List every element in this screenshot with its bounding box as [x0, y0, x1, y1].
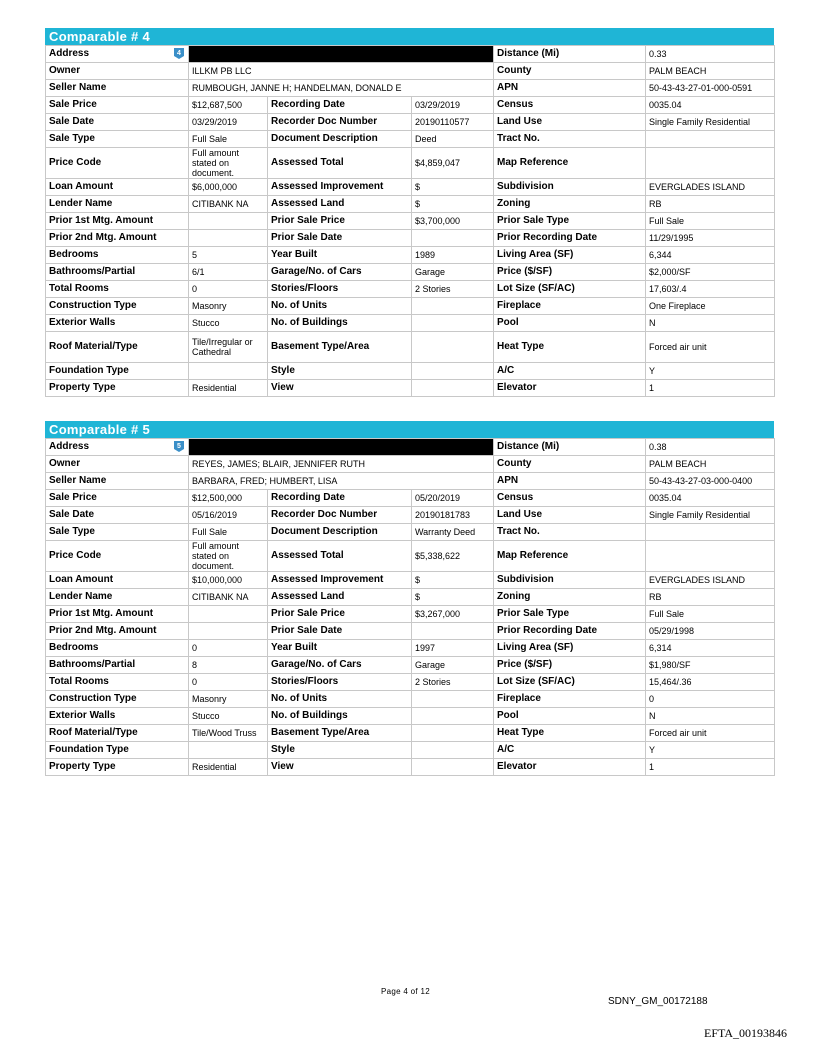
recording-date-value: 05/20/2019: [412, 490, 494, 507]
assessed-total-label: Assessed Total: [268, 148, 412, 179]
buildings-value: [412, 315, 494, 332]
stories-value: 2 Stories: [412, 281, 494, 298]
price-code-value: Full amount stated on document.: [189, 541, 268, 572]
land-use-label: Land Use: [494, 114, 646, 131]
sale-price-label: Sale Price: [46, 490, 189, 507]
assessed-impr-value: $: [412, 179, 494, 196]
baths-label: Bathrooms/Partial: [46, 264, 189, 281]
price-sf-value: $2,000/SF: [646, 264, 775, 281]
sale-type-label: Sale Type: [46, 131, 189, 148]
owner-label: Owner: [46, 456, 189, 473]
living-area-value: 6,344: [646, 247, 775, 264]
zoning-label: Zoning: [494, 589, 646, 606]
ac-value: Y: [646, 742, 775, 759]
garage-label: Garage/No. of Cars: [268, 657, 412, 674]
prior2-value: [189, 230, 268, 247]
map-ref-label: Map Reference: [494, 541, 646, 572]
svg-text:5: 5: [177, 443, 181, 450]
pool-value: N: [646, 708, 775, 725]
heat-label: Heat Type: [494, 725, 646, 742]
price-sf-label: Price ($/SF): [494, 264, 646, 281]
land-use-value: Single Family Residential: [646, 507, 775, 524]
loan-label: Loan Amount: [46, 572, 189, 589]
units-value: [412, 691, 494, 708]
year-built-value: 1997: [412, 640, 494, 657]
baths-value: 8: [189, 657, 268, 674]
zoning-value: RB: [646, 196, 775, 213]
garage-label: Garage/No. of Cars: [268, 264, 412, 281]
tract-label: Tract No.: [494, 524, 646, 541]
stories-value: 2 Stories: [412, 674, 494, 691]
units-label: No. of Units: [268, 298, 412, 315]
view-label: View: [268, 759, 412, 776]
sale-date-value: 03/29/2019: [189, 114, 268, 131]
units-value: [412, 298, 494, 315]
lot-label: Lot Size (SF/AC): [494, 674, 646, 691]
prop-type-value: Residential: [189, 759, 268, 776]
tract-value: [646, 524, 775, 541]
prior-sale-price-value: $3,700,000: [412, 213, 494, 230]
baths-value: 6/1: [189, 264, 268, 281]
sale-type-value: Full Sale: [189, 524, 268, 541]
doc-desc-label: Document Description: [268, 131, 412, 148]
stories-label: Stories/Floors: [268, 281, 412, 298]
county-label: County: [494, 456, 646, 473]
prior-sale-price-label: Prior Sale Price: [268, 606, 412, 623]
view-value: [412, 380, 494, 397]
fireplace-label: Fireplace: [494, 691, 646, 708]
sale-date-label: Sale Date: [46, 114, 189, 131]
heat-value: Forced air unit: [646, 725, 775, 742]
lot-value: 17,603/.4: [646, 281, 775, 298]
prior-sale-type-value: Full Sale: [646, 213, 775, 230]
zoning-value: RB: [646, 589, 775, 606]
ac-value: Y: [646, 363, 775, 380]
seller-value: BARBARA, FRED; HUMBERT, LISA: [189, 473, 494, 490]
rooms-value: 0: [189, 674, 268, 691]
subdivision-value: EVERGLADES ISLAND: [646, 572, 775, 589]
style-value: [412, 363, 494, 380]
ac-label: A/C: [494, 742, 646, 759]
distance-value: 0.33: [646, 46, 775, 63]
address-label: Address 5: [46, 439, 189, 456]
assessed-total-value: $5,338,622: [412, 541, 494, 572]
rooms-value: 0: [189, 281, 268, 298]
owner-value: ILLKM PB LLC: [189, 63, 494, 80]
loan-value: $6,000,000: [189, 179, 268, 196]
efta-number: EFTA_00193846: [704, 1026, 788, 1040]
assessed-land-value: $: [412, 589, 494, 606]
elevator-label: Elevator: [494, 759, 646, 776]
assessed-land-label: Assessed Land: [268, 589, 412, 606]
comparable-5-section: [45, 421, 774, 776]
living-area-label: Living Area (SF): [494, 247, 646, 264]
map-ref-value: [646, 148, 775, 179]
bates-number: SDNY_GM_00172188: [608, 996, 708, 1007]
apn-value: 50-43-43-27-01-000-0591: [646, 80, 775, 97]
comparable-table: [45, 45, 775, 397]
lender-value: CITIBANK NA: [189, 196, 268, 213]
assessed-land-value: $: [412, 196, 494, 213]
map-ref-value: [646, 541, 775, 572]
construction-label: Construction Type: [46, 691, 189, 708]
roof-label: Roof Material/Type: [46, 332, 189, 363]
prior-rec-date-label: Prior Recording Date: [494, 230, 646, 247]
comparable-4-section: [45, 28, 774, 397]
style-label: Style: [268, 363, 412, 380]
pool-label: Pool: [494, 708, 646, 725]
elevator-label: Elevator: [494, 380, 646, 397]
prior2-label: Prior 2nd Mtg. Amount: [46, 623, 189, 640]
garage-value: Garage: [412, 264, 494, 281]
lender-label: Lender Name: [46, 196, 189, 213]
recording-date-label: Recording Date: [268, 97, 412, 114]
price-code-label: Price Code: [46, 148, 189, 179]
pool-value: N: [646, 315, 775, 332]
comparable-title: Comparable # 5: [45, 421, 774, 438]
ext-walls-value: Stucco: [189, 708, 268, 725]
heat-label: Heat Type: [494, 332, 646, 363]
living-area-value: 6,314: [646, 640, 775, 657]
price-sf-label: Price ($/SF): [494, 657, 646, 674]
recorder-doc-label: Recorder Doc Number: [268, 114, 412, 131]
lender-value: CITIBANK NA: [189, 589, 268, 606]
sale-price-value: $12,687,500: [189, 97, 268, 114]
svg-text:4: 4: [177, 50, 181, 57]
units-label: No. of Units: [268, 691, 412, 708]
comparable-title: Comparable # 4: [45, 28, 774, 45]
prior1-label: Prior 1st Mtg. Amount: [46, 606, 189, 623]
ext-walls-label: Exterior Walls: [46, 708, 189, 725]
land-use-label: Land Use: [494, 507, 646, 524]
prior-sale-type-label: Prior Sale Type: [494, 606, 646, 623]
year-built-value: 1989: [412, 247, 494, 264]
subdivision-label: Subdivision: [494, 179, 646, 196]
prop-type-label: Property Type: [46, 759, 189, 776]
assessed-impr-label: Assessed Improvement: [268, 179, 412, 196]
assessed-impr-value: $: [412, 572, 494, 589]
county-value: PALM BEACH: [646, 456, 775, 473]
foundation-label: Foundation Type: [46, 363, 189, 380]
elevator-value: 1: [646, 759, 775, 776]
sale-date-value: 05/16/2019: [189, 507, 268, 524]
prop-type-label: Property Type: [46, 380, 189, 397]
apn-label: APN: [494, 473, 646, 490]
foundation-label: Foundation Type: [46, 742, 189, 759]
recorder-doc-value: 20190181783: [412, 507, 494, 524]
distance-value: 0.38: [646, 439, 775, 456]
recorder-doc-value: 20190110577: [412, 114, 494, 131]
subdivision-value: EVERGLADES ISLAND: [646, 179, 775, 196]
recording-date-label: Recording Date: [268, 490, 412, 507]
distance-label: Distance (Mi): [494, 46, 646, 63]
doc-desc-value: Deed: [412, 131, 494, 148]
county-value: PALM BEACH: [646, 63, 775, 80]
baths-label: Bathrooms/Partial: [46, 657, 189, 674]
basement-value: [412, 725, 494, 742]
style-value: [412, 742, 494, 759]
rooms-label: Total Rooms: [46, 281, 189, 298]
basement-value: [412, 332, 494, 363]
view-label: View: [268, 380, 412, 397]
seller-value: RUMBOUGH, JANNE H; HANDELMAN, DONALD E: [189, 80, 494, 97]
prior1-value: [189, 606, 268, 623]
seller-label: Seller Name: [46, 80, 189, 97]
rooms-label: Total Rooms: [46, 674, 189, 691]
prior-rec-date-value: 05/29/1998: [646, 623, 775, 640]
census-label: Census: [494, 97, 646, 114]
fireplace-value: One Fireplace: [646, 298, 775, 315]
tract-label: Tract No.: [494, 131, 646, 148]
year-built-label: Year Built: [268, 640, 412, 657]
census-label: Census: [494, 490, 646, 507]
lot-label: Lot Size (SF/AC): [494, 281, 646, 298]
tract-value: [646, 131, 775, 148]
prior-rec-date-value: 11/29/1995: [646, 230, 775, 247]
prior-sale-date-value: [412, 230, 494, 247]
lot-value: 15,464/.36: [646, 674, 775, 691]
construction-label: Construction Type: [46, 298, 189, 315]
price-sf-value: $1,980/SF: [646, 657, 775, 674]
recording-date-value: 03/29/2019: [412, 97, 494, 114]
assessed-total-value: $4,859,047: [412, 148, 494, 179]
census-value: 0035.04: [646, 97, 775, 114]
fireplace-label: Fireplace: [494, 298, 646, 315]
address-label: Address 4: [46, 46, 189, 63]
pool-label: Pool: [494, 315, 646, 332]
price-code-value: Full amount stated on document.: [189, 148, 268, 179]
prior-sale-date-label: Prior Sale Date: [268, 230, 412, 247]
comparable-table: [45, 438, 775, 776]
heat-value: Forced air unit: [646, 332, 775, 363]
address-redacted: [189, 439, 494, 456]
owner-value: REYES, JAMES; BLAIR, JENNIFER RUTH: [189, 456, 494, 473]
assessed-land-label: Assessed Land: [268, 196, 412, 213]
distance-label: Distance (Mi): [494, 439, 646, 456]
prop-type-value: Residential: [189, 380, 268, 397]
year-built-label: Year Built: [268, 247, 412, 264]
basement-label: Basement Type/Area: [268, 725, 412, 742]
prior1-value: [189, 213, 268, 230]
elevator-value: 1: [646, 380, 775, 397]
doc-desc-label: Document Description: [268, 524, 412, 541]
ac-label: A/C: [494, 363, 646, 380]
basement-label: Basement Type/Area: [268, 332, 412, 363]
sale-price-value: $12,500,000: [189, 490, 268, 507]
fireplace-value: 0: [646, 691, 775, 708]
prior-sale-date-label: Prior Sale Date: [268, 623, 412, 640]
bedrooms-value: 0: [189, 640, 268, 657]
foundation-value: [189, 742, 268, 759]
map-marker-icon: [174, 48, 184, 59]
prior-sale-type-value: Full Sale: [646, 606, 775, 623]
construction-value: Masonry: [189, 298, 268, 315]
assessed-impr-label: Assessed Improvement: [268, 572, 412, 589]
county-label: County: [494, 63, 646, 80]
price-code-label: Price Code: [46, 541, 189, 572]
zoning-label: Zoning: [494, 196, 646, 213]
subdivision-label: Subdivision: [494, 572, 646, 589]
living-area-label: Living Area (SF): [494, 640, 646, 657]
lender-label: Lender Name: [46, 589, 189, 606]
seller-label: Seller Name: [46, 473, 189, 490]
buildings-label: No. of Buildings: [268, 315, 412, 332]
census-value: 0035.04: [646, 490, 775, 507]
roof-value: Tile/Irregular or Cathedral: [189, 332, 268, 363]
sale-price-label: Sale Price: [46, 97, 189, 114]
sale-type-value: Full Sale: [189, 131, 268, 148]
buildings-value: [412, 708, 494, 725]
prior-rec-date-label: Prior Recording Date: [494, 623, 646, 640]
prior-sale-type-label: Prior Sale Type: [494, 213, 646, 230]
land-use-value: Single Family Residential: [646, 114, 775, 131]
sale-type-label: Sale Type: [46, 524, 189, 541]
garage-value: Garage: [412, 657, 494, 674]
map-marker-icon: [174, 441, 184, 452]
page-number: Page 4 of 12: [381, 987, 430, 996]
loan-value: $10,000,000: [189, 572, 268, 589]
prior-sale-price-label: Prior Sale Price: [268, 213, 412, 230]
stories-label: Stories/Floors: [268, 674, 412, 691]
prior-sale-date-value: [412, 623, 494, 640]
buildings-label: No. of Buildings: [268, 708, 412, 725]
doc-desc-value: Warranty Deed: [412, 524, 494, 541]
roof-value: Tile/Wood Truss: [189, 725, 268, 742]
roof-label: Roof Material/Type: [46, 725, 189, 742]
bedrooms-label: Bedrooms: [46, 247, 189, 264]
apn-value: 50-43-43-27-03-000-0400: [646, 473, 775, 490]
view-value: [412, 759, 494, 776]
bedrooms-value: 5: [189, 247, 268, 264]
owner-label: Owner: [46, 63, 189, 80]
sale-date-label: Sale Date: [46, 507, 189, 524]
loan-label: Loan Amount: [46, 179, 189, 196]
map-ref-label: Map Reference: [494, 148, 646, 179]
ext-walls-label: Exterior Walls: [46, 315, 189, 332]
bedrooms-label: Bedrooms: [46, 640, 189, 657]
recorder-doc-label: Recorder Doc Number: [268, 507, 412, 524]
ext-walls-value: Stucco: [189, 315, 268, 332]
prior2-label: Prior 2nd Mtg. Amount: [46, 230, 189, 247]
assessed-total-label: Assessed Total: [268, 541, 412, 572]
apn-label: APN: [494, 80, 646, 97]
construction-value: Masonry: [189, 691, 268, 708]
prior1-label: Prior 1st Mtg. Amount: [46, 213, 189, 230]
foundation-value: [189, 363, 268, 380]
style-label: Style: [268, 742, 412, 759]
address-redacted: [189, 46, 494, 63]
prior2-value: [189, 623, 268, 640]
prior-sale-price-value: $3,267,000: [412, 606, 494, 623]
